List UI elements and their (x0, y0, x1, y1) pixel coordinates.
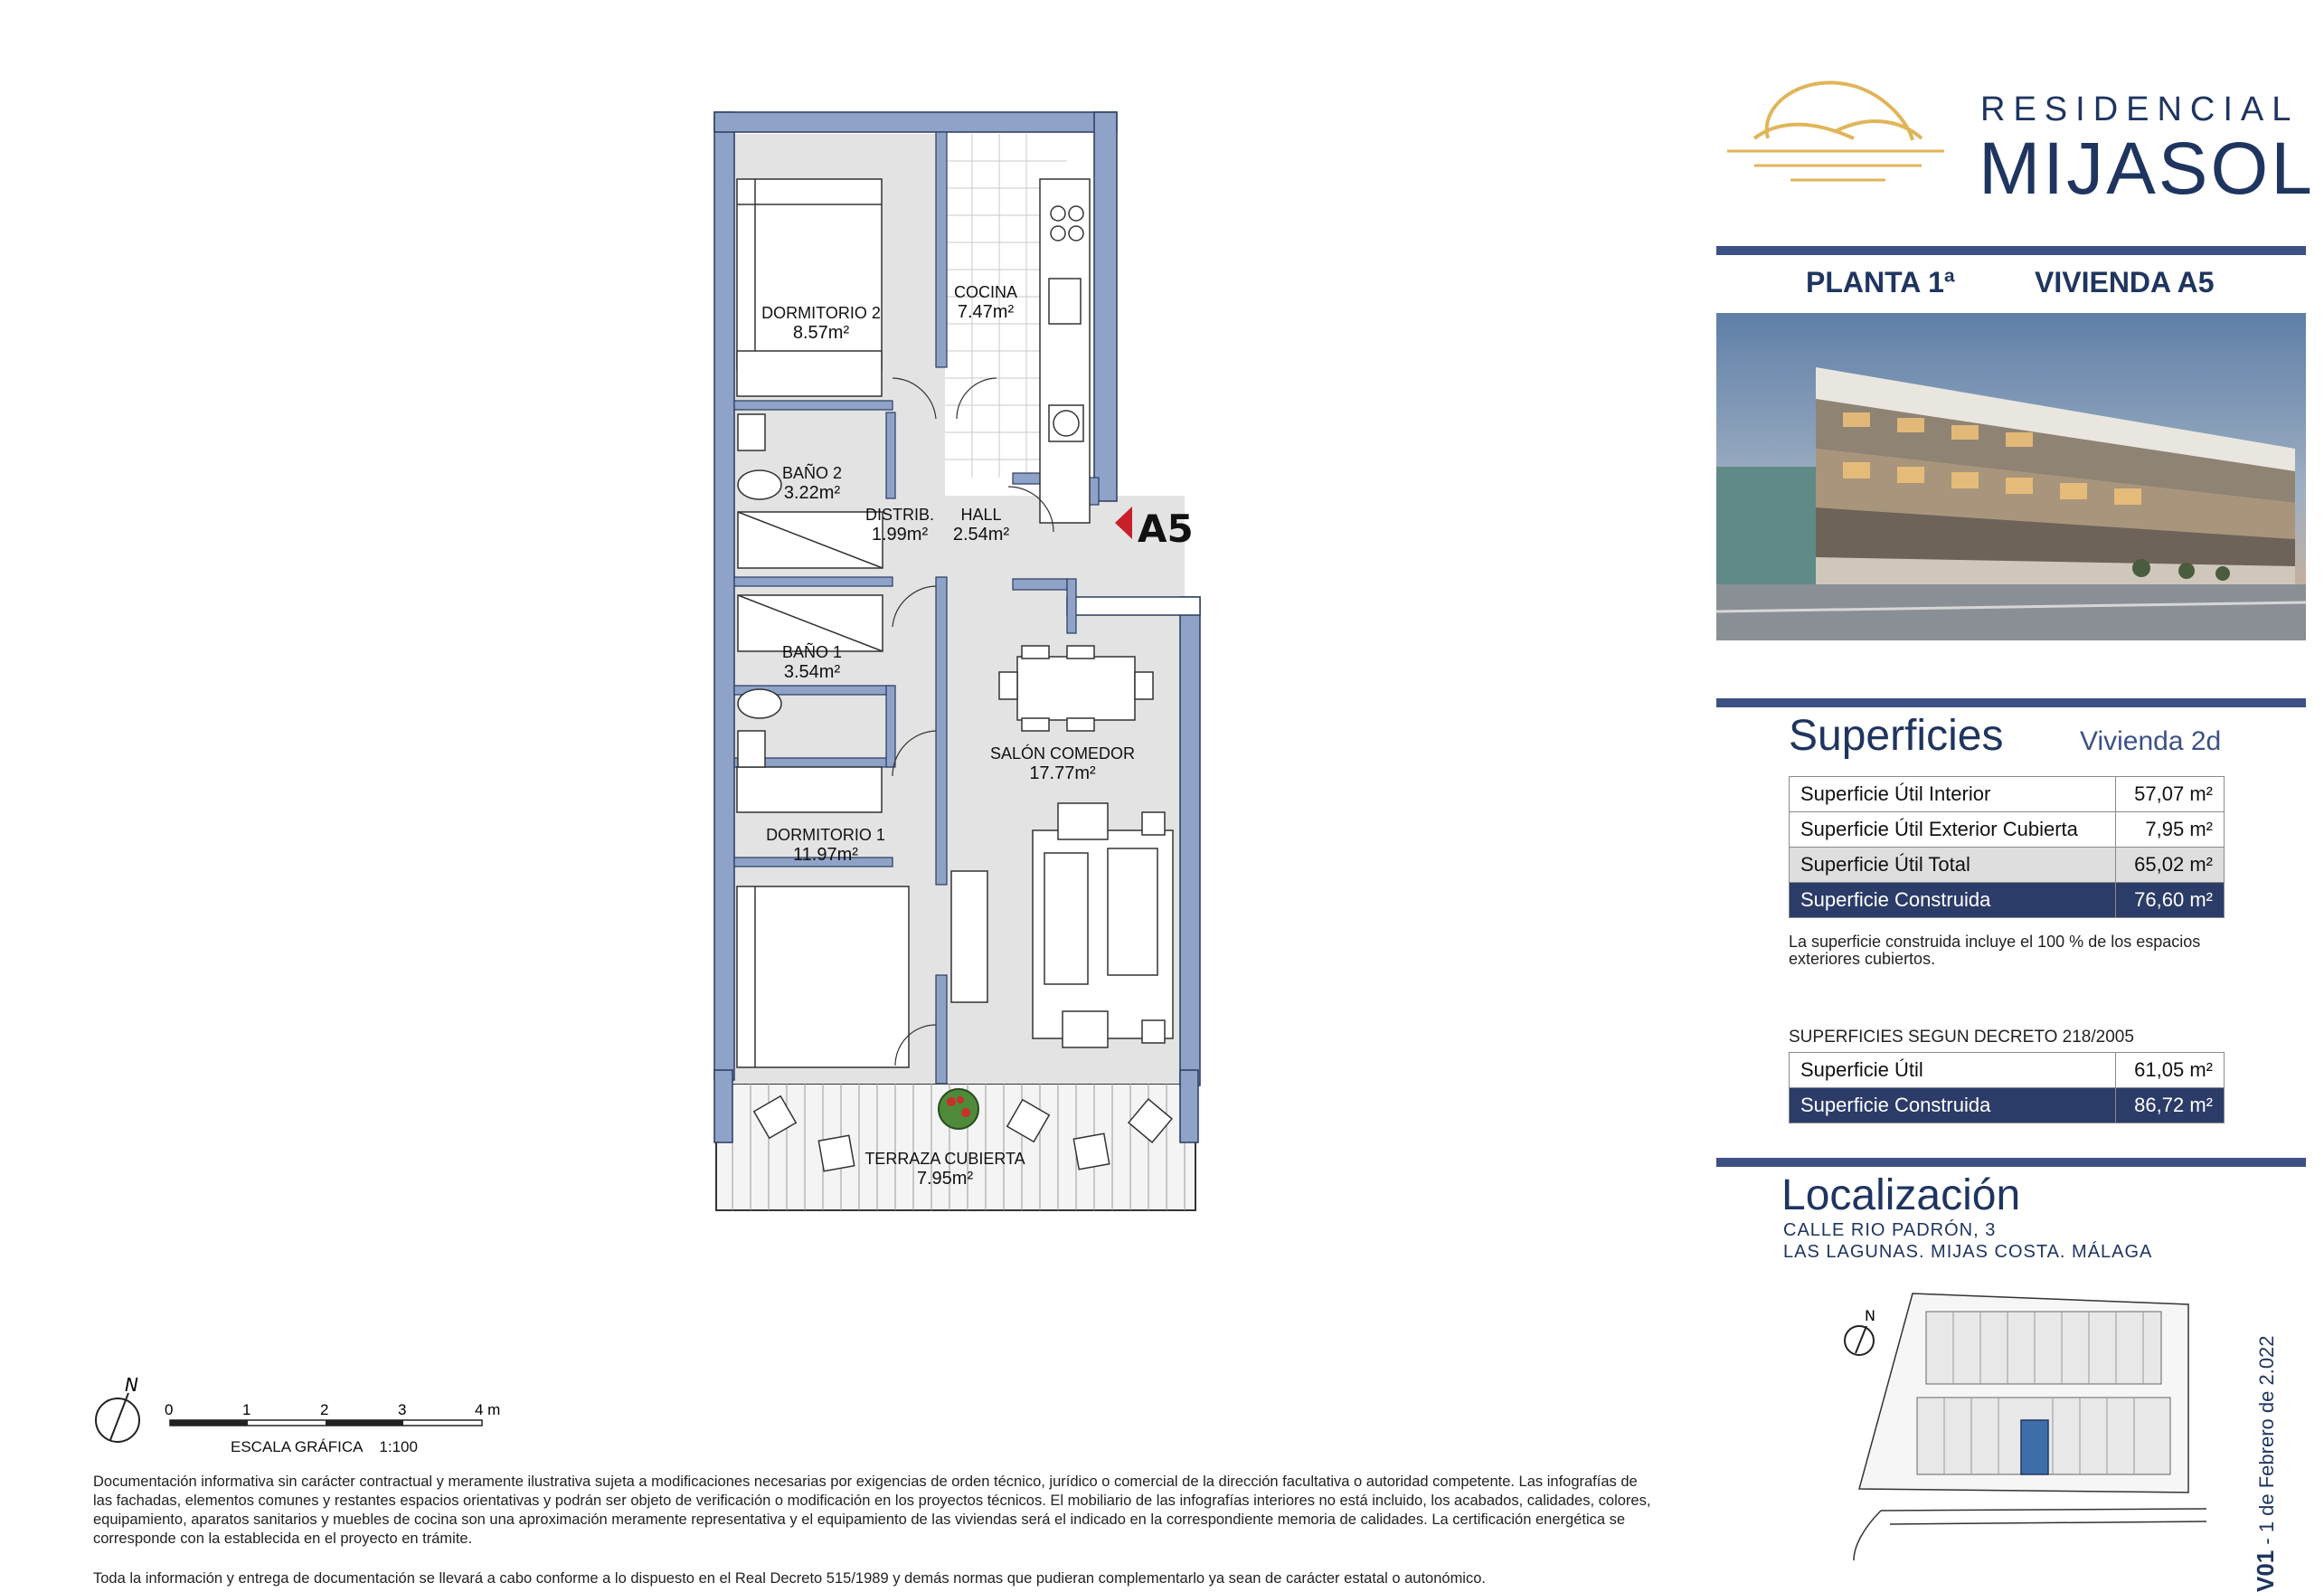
row-unit: m² (2189, 1094, 2213, 1116)
row-label: Superficie Construida (1790, 1088, 2116, 1123)
version-date: - 1 de Febrero de 2.022 (2255, 1335, 2278, 1550)
superficies-table (1789, 776, 2225, 918)
table-row (1790, 777, 2225, 812)
row-value: 76,60 (2134, 888, 2185, 911)
table-row (1790, 848, 2225, 883)
row-value: 65,02 (2134, 853, 2185, 876)
legal-disclaimer: Documentación informativa sin carácter contractual y meramente ilustrativa sujeta a modificaciones necesarias por exigencias de orden técnico, jurídico o comercial de la dirección facultativa o autoridad competente. Las infografías de las fachadas, elementos comunes y restantes espacios orientativas y podrán ser objeto de verificación o modificación en los proyectos técnicos. El mobiliario de las infografías interiores no está incluido, los acabados, calidades, colores, equipamiento, aparatos sanitarios y muebles de cocina son una aproximación meramente representativa y el equipamiento de las viviendas será el indicado en la correspondiente memoria de calidades. La certificación energética se corresponde con la establecida en el proyecto en trámite. (93, 1474, 1651, 1547)
room-label: TERRAZA CUBIERTA 7.95m² (864, 1150, 1025, 1189)
room-label: DORMITORIO 2 8.57m² (761, 304, 881, 343)
table-row (1790, 1088, 2225, 1123)
legal-decreto: Toda la información y entrega de documentación se llevará a cabo conforme a lo dispuesto en el Real Decreto 515/1989 y demás normas que pudieran complementarlo ya sean de carácter estatal o autonómico. (93, 1570, 1486, 1587)
graphic-scale (163, 1397, 524, 1433)
plant-icon (939, 1089, 978, 1129)
map-north-label: N (1865, 1307, 1875, 1324)
planta-label: PLANTA 1ª (1806, 266, 1955, 298)
row-label: Superficie Útil (1790, 1053, 2116, 1088)
unit-marker-label: A5 (1138, 507, 1194, 551)
superficies-subtitle: Vivienda 2d (2080, 726, 2222, 756)
row-value: 7,95 (2145, 818, 2185, 840)
version-code: V01 (2252, 1549, 2279, 1592)
kitchen-counter (1040, 179, 1090, 523)
row-label: Superficie Útil Total (1790, 848, 2116, 883)
logo-sun-waves-icon (1718, 68, 1953, 204)
north-label: N (125, 1375, 138, 1396)
superficies-title: Superficies (1789, 712, 2004, 760)
brand-top-text: RESIDENCIAL (1980, 90, 2300, 128)
table-row (1790, 883, 2225, 918)
table-row (1790, 812, 2225, 848)
superficie-note: La superficie construida incluye el 100 % de los espacios exteriores cubiertos. (1789, 933, 2201, 968)
row-unit: m² (2189, 1058, 2213, 1081)
scale-tick: 0 (165, 1401, 174, 1418)
scale-tick: 4 m (475, 1401, 501, 1418)
north-arrow-icon (90, 1375, 154, 1447)
bed-dormitorio-1 (737, 886, 909, 1067)
localizacion-bar (1716, 1158, 2306, 1167)
row-label: Superficie Útil Interior (1790, 777, 2116, 812)
room-label: COCINA 7.47m² (953, 283, 1017, 322)
decreto-title: SUPERFICIES SEGUN DECRETO 218/2005 (1789, 1028, 2134, 1047)
row-label: Superficie Útil Exterior Cubierta (1790, 812, 2116, 848)
site-location-map (1827, 1284, 2206, 1574)
room-label: BAÑO 2 3.22m² (781, 464, 843, 503)
room-label: SALÓN COMEDOR 17.77m² (989, 744, 1136, 783)
header-bar (1716, 246, 2306, 255)
scale-label: ESCALA GRÁFICA 1:100 (231, 1438, 418, 1455)
scale-tick: 1 (242, 1401, 251, 1418)
building-render-image (1716, 313, 2306, 640)
decreto-table (1789, 1052, 2225, 1123)
dining-table (999, 646, 1153, 731)
unit-highlight (2021, 1420, 2048, 1474)
address-line-1: CALLE RIO PADRÓN, 3 (1783, 1220, 1997, 1240)
superficies-bar (1716, 698, 2306, 707)
room-label: DORMITORIO 1 11.97m² (766, 826, 885, 865)
row-value: 57,07 (2134, 782, 2185, 805)
row-value: 61,05 (2134, 1058, 2185, 1081)
row-unit: m² (2189, 782, 2213, 805)
row-unit: m² (2189, 888, 2213, 911)
table-row (1790, 1053, 2225, 1088)
row-unit: m² (2189, 853, 2213, 876)
scale-tick: 3 (398, 1401, 407, 1418)
vivienda-label: VIVIENDA A5 (2035, 266, 2215, 298)
brand-main-text: MIJASOL (1979, 128, 2315, 210)
room-label: HALL 2.54m² (952, 506, 1010, 545)
localizacion-title: Localización (1781, 1171, 2021, 1219)
version-stamp (2252, 1335, 2280, 1592)
row-label: Superficie Construida (1790, 883, 2116, 918)
scale-tick: 2 (320, 1401, 329, 1418)
row-value: 86,72 (2134, 1094, 2185, 1116)
row-unit: m² (2189, 818, 2213, 840)
room-label: DISTRIB. 1.99m² (864, 506, 934, 545)
room-label: BAÑO 1 3.54m² (781, 643, 843, 682)
address-line-2: LAS LAGUNAS. MIJAS COSTA. MÁLAGA (1783, 1242, 2153, 1262)
